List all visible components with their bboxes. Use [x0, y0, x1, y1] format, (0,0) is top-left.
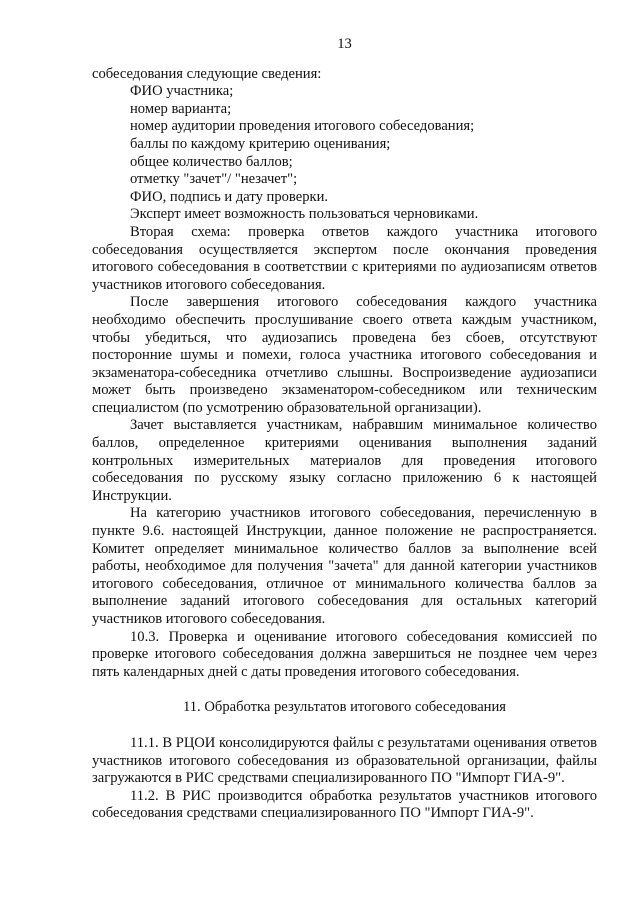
paragraph-second-scheme: Вторая схема: проверка ответов каждого участника итогового собеседования осуществляется экспертом после окончания проведения итогового собеседования в соответствии с критериями по аудиозаписям ответов участников итогового собеседования.	[92, 223, 597, 293]
list-item: ФИО, подпись и дату проверки.	[130, 188, 329, 205]
intro-line: собеседования следующие сведения:	[92, 65, 322, 82]
list-item: номер варианта;	[130, 100, 232, 117]
paragraph-10-3: 10.3. Проверка и оценивание итогового собеседования комиссией по проверке итогового собеседования должна завершиться не позднее чем через пять календарных дней с даты проведения итогового собеседования.	[92, 628, 597, 680]
section-heading: 11. Обработка результатов итогового собеседования	[183, 699, 506, 716]
list-item: номер аудитории проведения итогового собеседования;	[130, 118, 475, 135]
list-item: отметку "зачет"/ "незачет";	[130, 171, 298, 188]
page-number: 13	[337, 36, 352, 52]
paragraph-audio-check: После завершения итогового собеседования каждого участника необходимо обеспечить прослушивание своего ответа каждым участником, чтобы убедиться, что аудиозапись проведена без сбоев, отсутствуют посторонние шумы и помехи, голоса участника итогового собеседования и экзаменатора-собеседника отчетливо слышны. Воспроизведение аудиозаписи может быть произведено экзаменатором-собеседником или техническим специалистом (по усмотрению образовательной организации).	[92, 294, 597, 416]
info-list	[92, 83, 597, 206]
list-item: общее количество баллов;	[130, 153, 293, 170]
paragraph-drafts: Эксперт имеет возможность пользоваться черновиками.	[130, 206, 479, 223]
paragraph-11-2: 11.2. В РИС производится обработка результатов участников итогового собеседования средствами специализированного ПО "Импорт ГИА-9".	[92, 787, 597, 822]
list-item: ФИО участника;	[130, 83, 234, 100]
list-item: баллы по каждому критерию оценивания;	[130, 135, 391, 152]
document-page	[92, 36, 597, 823]
paragraph-11-1: 11.1. В РЦОИ консолидируются файлы с результатами оценивания ответов участников итогового собеседования из образовательной организации, файлы загружаются в РИС средствами специализированного ПО "Импорт ГИА-9".	[92, 734, 597, 787]
paragraph-pass-criteria: Зачет выставляется участникам, набравшим минимальное количество баллов, определенное критериями оценивания выполнения заданий контрольных измерительных материалов для проведения итогового собеседования по русскому языку согласно приложению 6 к настоящей Инструкции.	[92, 417, 597, 504]
paragraph-category-exception: На категорию участников итогового собеседования, перечисленную в пункте 9.6. настоящей Инструкции, данное положение не распространяется. Комитет определяет минимальное количество баллов за выполнение всей работы, необходимое для получения "зачета" для данной категории участников итогового собеседования, отличное от минимального количества баллов за выполнение заданий итогового собеседования для остальных категорий участников итогового собеседования.	[92, 505, 597, 627]
